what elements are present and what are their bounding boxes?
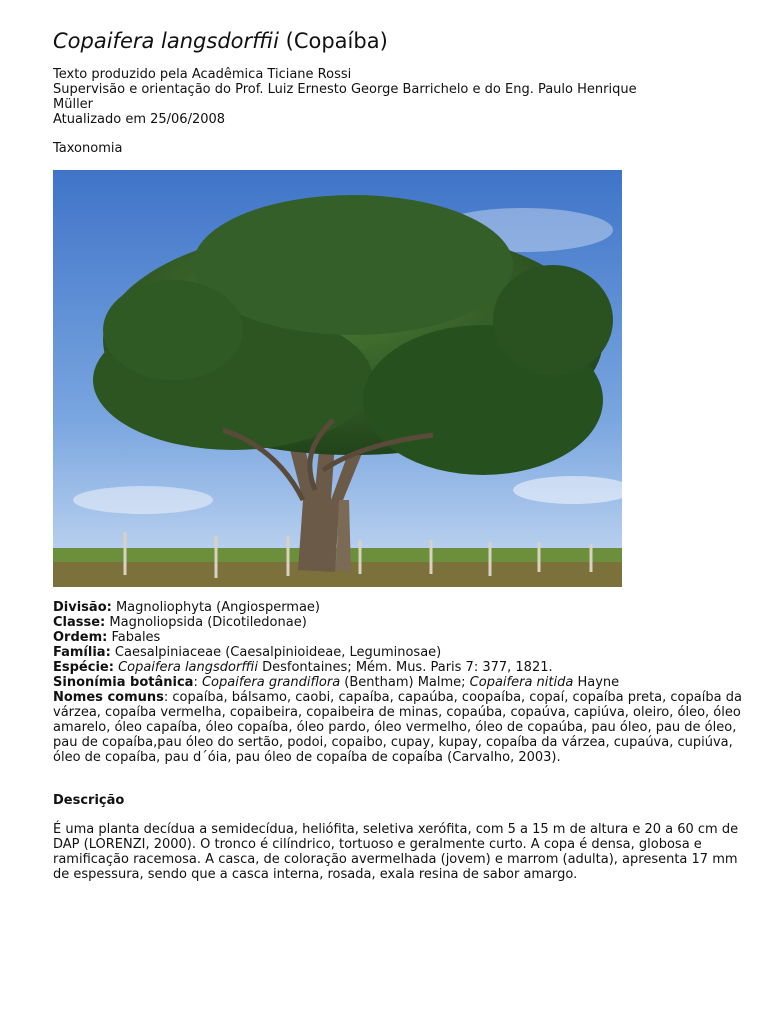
tree-illustration — [53, 170, 622, 587]
meta-supervision: Supervisão e orientação do Prof. Luiz Ernesto George Barrichelo e do Eng. Paulo Henrique — [53, 82, 637, 97]
taxo-separator: : — [193, 675, 202, 690]
taxo-familia — [53, 645, 753, 660]
taxo-label: Ordem: — [53, 630, 108, 645]
taxo-value: Caesalpiniaceae (Caesalpinioideae, Leguminosae) — [110, 645, 442, 660]
document-meta — [53, 67, 753, 127]
taxo-label: Nomes comuns — [53, 690, 164, 705]
taxo-label: Família: — [53, 645, 111, 660]
taxo-sinonimia — [53, 675, 753, 690]
taxo-especie — [53, 660, 753, 675]
meta-author: Texto produzido pela Acadêmica Ticiane Rossi — [53, 67, 352, 82]
taxo-value: Fabales — [107, 630, 161, 645]
description-heading: Descrição — [53, 793, 125, 808]
synonym-name: Copaifera nitida — [469, 675, 574, 690]
taxo-classe — [53, 615, 753, 630]
tree-photo — [53, 170, 622, 587]
taxo-nomes-comuns — [53, 690, 753, 765]
meta-updated: Atualizado em 25/06/2008 — [53, 112, 226, 127]
taxo-value: Desfontaines; Mém. Mus. Paris 7: 377, 1821. — [257, 660, 553, 675]
taxo-value: (Bentham) Malme; — [340, 675, 470, 690]
section-label-taxonomia: Taxonomia — [53, 141, 123, 156]
taxo-value: : copaíba, bálsamo, caobi, capaíba, capaúba, coopaíba, copaí, copaíba preta, copaíba da várzea, copaíba vermelha, copaibeira, copaibeira de minas, copaúba, copaúva, capiúva, oleiro, óleo, óleo amarelo, óleo capaíba, óleo copaíba, óleo pardo, óleo vermelho, óleo de copaúba, pau óleo, pau de óleo, pau de copaíba,pau óleo do sertão, podoi, copaibo, cupay, kupay, copaíba da várzea, cupaúva, cupiúva, óleo de copaíba, pau d´óia, pau óleo de copaíba de copaíba (Carvalho, 2003). — [53, 690, 742, 765]
taxo-label: Classe: — [53, 615, 106, 630]
title-common-name: (Copaíba) — [278, 29, 388, 53]
taxo-value: Magnoliophyta (Angiospermae) — [111, 600, 321, 615]
description-text: É uma planta decídua a semidecídua, heliófita, seletiva xerófita, com 5 a 15 m de altura e 20 a 60 cm de DAP (LORENZI, 2000). O tronco é cilíndrico, tortuoso e geralmente curto. A copa é densa, globosa e ramificação racemosa. A casca, de coloração avermelhada (jovem) e marrom (adulta), apresenta 17 mm de espessura, sendo que a casca interna, rosada, exala resina de sabor amargo. — [53, 822, 739, 882]
taxo-label: Sinonímia botânica — [53, 675, 194, 690]
taxo-ordem — [53, 630, 753, 645]
meta-supervision-cont: Müller — [53, 97, 94, 112]
synonym-name: Copaifera grandiflora — [201, 675, 341, 690]
page-title — [53, 26, 388, 56]
taxo-label: Divisão: — [53, 600, 112, 615]
species-name: Copaifera langsdorffii — [118, 660, 258, 675]
cloud — [73, 486, 213, 514]
taxo-value: Magnoliopsida (Dicotiledonae) — [105, 615, 307, 630]
title-species: Copaifera langsdorffii — [53, 29, 279, 53]
taxonomy-block — [53, 600, 753, 765]
taxo-value: Hayne — [573, 675, 620, 690]
taxo-divisao — [53, 600, 753, 615]
taxo-label: Espécie: — [53, 660, 114, 675]
